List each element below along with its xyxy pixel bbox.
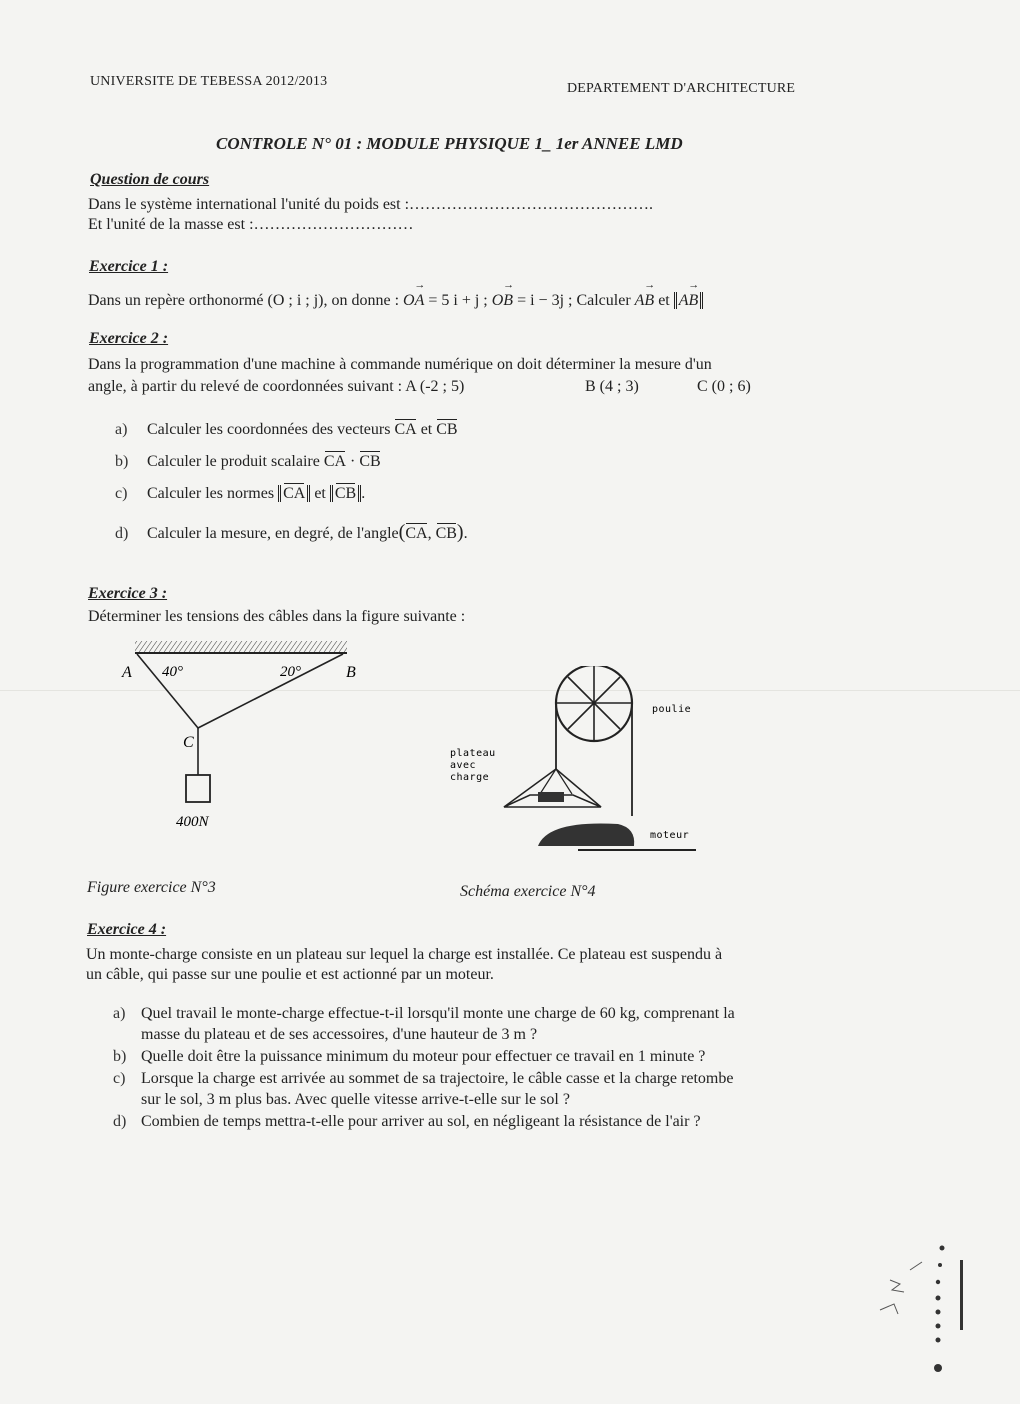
ex4-item-c-cont: sur le sol, 3 m plus bas. Avec quelle vitesse arrive-t-elle sur le sol ? (141, 1091, 570, 1108)
schema-ex4 (440, 666, 720, 858)
item-text: Calculer la mesure, en degré, de l'angle (147, 525, 399, 542)
item-connector: , (427, 525, 432, 542)
cours-heading: Question de cours (90, 171, 210, 188)
item-label: c) (113, 1070, 126, 1087)
ex3-line-1: Déterminer les tensions des câbles dans la figure suivante : (88, 608, 466, 625)
item-end: . (361, 485, 366, 502)
item-text: Calculer le produit scalaire (147, 453, 320, 470)
item-label: c) (115, 485, 128, 502)
figure-ex3-caption: Figure exercice N°3 (87, 879, 216, 896)
point-c-label: C (183, 734, 194, 751)
cours-line-2: Et l'unité de la masse est :………………………… (88, 216, 414, 233)
vector-ca: CA (405, 522, 427, 543)
point-b-label: B (346, 664, 356, 681)
vector-cb: CB (436, 522, 457, 543)
weight-box (186, 775, 210, 802)
plateau-label-3: charge (450, 772, 490, 783)
item-connector: et (314, 485, 326, 502)
ex4-item-a (113, 1005, 735, 1023)
ex4-item-b (113, 1048, 705, 1066)
item-end: . (463, 525, 468, 542)
cable-bc (198, 654, 343, 728)
norm-ab (674, 292, 704, 309)
ex4-line-1: Un monte-charge consiste en un plateau sur lequel la charge est installée. Ce plateau est suspendu à (86, 946, 723, 963)
ex4-line-2: un câble, qui passe sur une poulie et est actionné par un moteur. (86, 966, 494, 983)
tray-wire-back-left (540, 769, 556, 794)
item-text: Combien de temps mettra-t-elle pour arriver au sol, en négligeant la résistance de l'air ? (141, 1113, 701, 1130)
tray-wire-back-right (556, 769, 572, 794)
ex2-point-b: B (4 ; 3) (585, 378, 639, 395)
point-a-label: A (122, 664, 132, 681)
scan-artifact-marks (870, 1240, 980, 1390)
ex2-item-c (115, 482, 365, 503)
item-label: a) (115, 421, 128, 438)
vector-cb: CB (335, 482, 356, 503)
vector-ca: CA (324, 450, 346, 471)
plateau-label-2: avec (450, 760, 477, 771)
vector-ca: CA (283, 482, 305, 503)
vector-ca: CA (394, 418, 416, 439)
ex2-item-b (115, 450, 381, 471)
weight-label: 400N (176, 814, 209, 830)
plateau-label-1: plateau (450, 748, 496, 759)
ex1-et: et (658, 292, 670, 309)
item-label: d) (115, 525, 129, 542)
vector-cb: CB (359, 450, 380, 471)
angle-a-label: 40° (162, 664, 183, 680)
ceiling-hatch (135, 641, 347, 653)
ex2-line-2: angle, à partir du relevé de coordonnées suivant : A (-2 ; 5) (88, 378, 465, 395)
ex1-statement (88, 288, 703, 310)
item-label: b) (115, 453, 129, 470)
poulie-label: poulie (652, 704, 692, 715)
vector-ob: → OB (492, 288, 513, 310)
figure-ex3 (110, 636, 370, 836)
ex1-ob-value: = i − 3j ; Calculer (517, 292, 631, 309)
item-text: Calculer les coordonnées des vecteurs (147, 421, 391, 438)
vector-ab: → AB (635, 288, 655, 310)
item-text: Lorsque la charge est arrivée au sommet de sa trajectoire, le câble casse et la charge retombe (141, 1070, 734, 1087)
ex2-heading: Exercice 2 : (89, 330, 169, 347)
ex4-heading: Exercice 4 : (87, 921, 167, 938)
cours-line-1: Dans le système international l'unité du poids est :………………………………………. (88, 196, 654, 213)
pulley-spokes (557, 666, 631, 740)
department-header: DEPARTEMENT D'ARCHITECTURE (567, 81, 796, 96)
item-text: Quel travail le monte-charge effectue-t-il lorsqu'il monte une charge de 60 kg, comprenant la (141, 1005, 735, 1022)
item-connector: · (350, 453, 356, 470)
item-label: a) (113, 1005, 126, 1022)
item-label: b) (113, 1048, 127, 1065)
ex4-item-c (113, 1070, 733, 1088)
item-connector: et (420, 421, 433, 438)
angle-b-label: 20° (280, 664, 301, 680)
ex3-heading: Exercice 3 : (88, 585, 168, 602)
ex2-item-d: d) Calculer la mesure, en degré, de l'angle(CA, CB). (115, 521, 468, 543)
norm-ab-vector: → AB (679, 288, 699, 310)
ex4-item-d (113, 1113, 701, 1131)
ex1-oa-value: = 5 i + j ; (428, 292, 488, 309)
ex2-point-c: C (0 ; 6) (697, 378, 751, 395)
motor-body (538, 823, 634, 846)
vector-oa: → OA (403, 288, 424, 310)
page-title: CONTROLE N° 01 : MODULE PHYSIQUE 1_ 1er ANNEE LMD (216, 134, 683, 153)
vector-cb: CB (436, 418, 457, 439)
ex2-line-1: Dans la programmation d'une machine à commande numérique on doit déterminer la mesure d'un (88, 356, 712, 373)
ex1-text: Dans un repère orthonormé (O ; i ; j), on donne : (88, 292, 400, 309)
charge-block (538, 792, 564, 802)
ex2-item-a (115, 418, 458, 439)
university-header: UNIVERSITE DE TEBESSA 2012/2013 (90, 74, 328, 89)
item-text: Calculer les normes (147, 485, 275, 502)
ex1-heading: Exercice 1 : (89, 258, 169, 275)
moteur-label: moteur (650, 830, 690, 841)
schema-ex4-caption: Schéma exercice N°4 (460, 883, 596, 900)
ex4-item-a-cont: masse du plateau et de ses accessoires, d'une hauteur de 3 m ? (141, 1026, 538, 1043)
item-label: d) (113, 1113, 127, 1130)
item-text: Quelle doit être la puissance minimum du moteur pour effectuer ce travail en 1 minute ? (141, 1048, 706, 1065)
norm-cb (330, 485, 361, 502)
norm-ca (278, 485, 310, 502)
